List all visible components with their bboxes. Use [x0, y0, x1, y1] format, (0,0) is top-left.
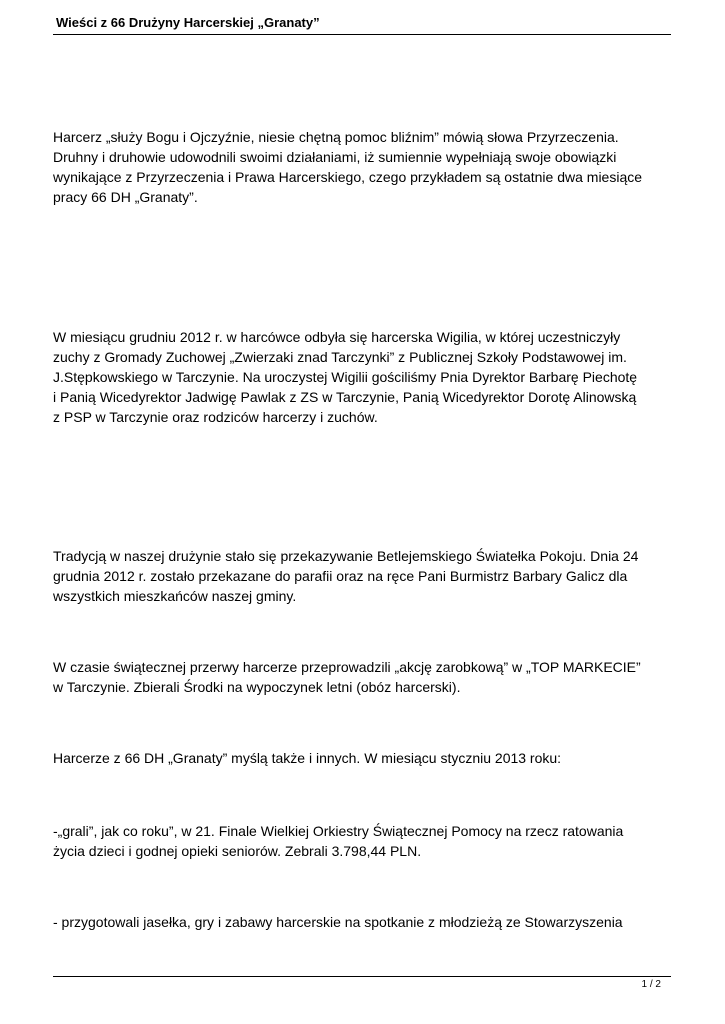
page-number: 1 / 2 — [641, 979, 661, 990]
paragraph-intro: Harcerz „służy Bogu i Ojczyźnie, niesie chętną pomoc bliźnim” mówią słowa Przyrzeczenia. Druhny i druhowie udowodnili swoimi działaniami, iż sumiennie wypełniają swoje obowiązki wynikające z Przyrzeczenia i Prawa Harcerskiego, czego przykładem są ostatnie dwa miesiące pracy 66 DH „Granaty”. — [53, 129, 643, 205]
paragraph-styczen: Harcerze z 66 DH „Granaty” myślą także i innych. W miesiącu styczniu 2013 roku: — [53, 750, 562, 766]
paragraph-wosp: -„grali”, jak co roku”, w 21. Finale Wielkiej Orkiestry Świątecznej Pomocy na rzecz ratowania życia dzieci i godnej opieki seniorów. Zebrali 3.798,44 PLN. — [53, 823, 624, 859]
paragraph-akcja-zarobkowa: W czasie świątecznej przerwy harcerze przeprowadzili „akcję zarobkową” w „TOP MARKECIE” w Tarczynie. Zbierali Środki na wypoczynek letni (obóz harcerski). — [53, 659, 641, 695]
header-divider — [53, 34, 671, 35]
paragraph-jaselka: - przygotowali jasełka, gry i zabawy harcerskie na spotkanie z młodzieżą ze Stowarzyszenia — [53, 914, 623, 930]
document-title: Wieści z 66 Drużyny Harcerskiej „Granaty” — [56, 15, 320, 30]
paragraph-wigilia: W miesiącu grudniu 2012 r. w harcówce odbyła się harcerska Wigilia, w której uczestniczyły zuchy z Gromady Zuchowej „Zwierzaki znad Tarczynki” z Publicznej Szkoły Podstawowej im. J.Stępkowskiego w Tarczynie. Na uroczystej Wigilii gościliśmy Pnia Dyrektor Barbarę Piechotę i Panią Wicedyrektor Jadwigę Pawlak z ZS w Tarczynie, Panią Wicedyrektor Dorotę Alinowską z PSP w Tarczynie oraz rodziców harcerzy i zuchów. — [53, 329, 638, 425]
paragraph-swiatelko: Tradycją w naszej drużynie stało się przekazywanie Betlejemskiego Światełka Pokoju. Dnia 24 grudnia 2012 r. zostało przekazane do parafii oraz na ręce Pani Burmistrz Barbary Galicz dla wszystkich mieszkańców naszej gminy. — [53, 548, 639, 604]
footer-divider — [53, 976, 671, 977]
